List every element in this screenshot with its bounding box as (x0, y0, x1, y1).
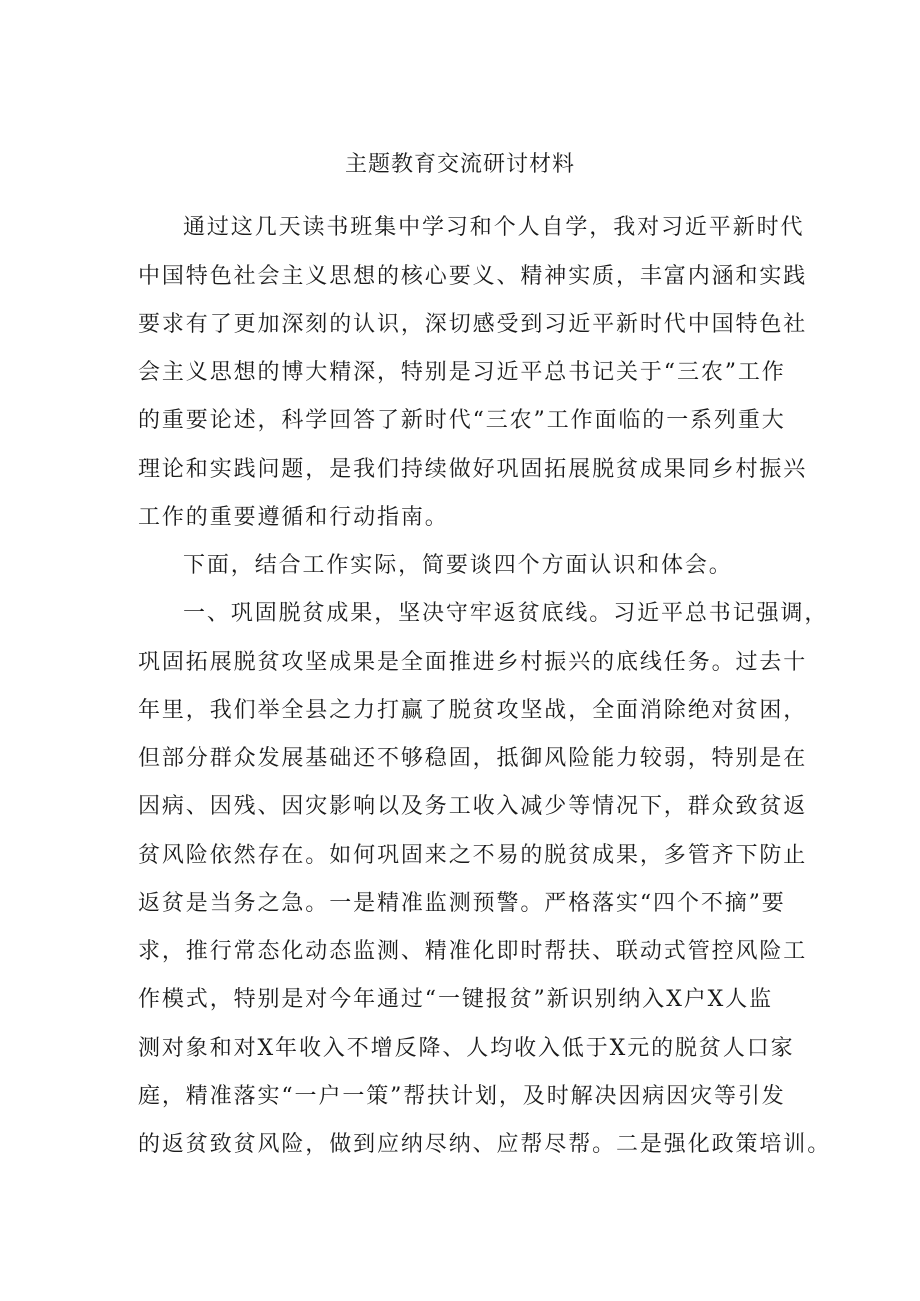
text-line: 因病、因残、因灾影响以及务工收入减少等情况下，群众致贫返 (138, 794, 808, 819)
text-line: 作模式，特别是对今年通过“一键报贫”新识别纳入X户X人监 (138, 987, 774, 1012)
text-line: 理论和实践问题，是我们持续做好巩固拓展脱贫成果同乡村振兴 (138, 457, 808, 482)
text-line: 返贫是当务之急。一是精准监测预警。严格落实“四个不摘”要 (138, 891, 786, 916)
document-title: 主题教育交流研讨材料 (344, 152, 575, 177)
text-line: 庭，精准落实“一户一策”帮扶计划，及时解决因病因灾等引发 (138, 1084, 786, 1109)
text-line: 工作的重要遵循和行动指南。 (138, 505, 449, 530)
text-line: 的重要论述，科学回答了新时代“三农”工作面临的一系列重大 (138, 408, 786, 433)
text-line: 巩固拓展脱贫攻坚成果是全面推进乡村振兴的底线任务。过去十 (138, 650, 808, 675)
text-line: 求，推行常态化动态监测、精准化即时帮扶、联动式管控风险工 (138, 939, 808, 964)
text-line: 会主义思想的博大精深，特别是习近平总书记关于“三农”工作 (138, 360, 786, 385)
text-line: 要求有了更加深刻的认识，深切感受到习近平新时代中国特色社 (138, 312, 808, 337)
text-line: 年里，我们举全县之力打赢了脱贫攻坚战，全面消除绝对贫困， (138, 698, 808, 723)
text-line: 测对象和对X年收入不增反降、人均收入低于X元的脱贫人口家 (138, 1036, 795, 1061)
text-line: 中国特色社会主义思想的核心要义、精神实质，丰富内涵和实践 (138, 264, 808, 289)
text-line: 一、巩固脱贫成果，坚决守牢返贫底线。习近平总书记强调， (183, 601, 829, 626)
text-line: 通过这几天读书班集中学习和个人自学，我对习近平新时代 (183, 215, 805, 240)
text-line: 但部分群众发展基础还不够稳固，抵御风险能力较弱，特别是在 (138, 746, 808, 771)
text-line: 的返贫致贫风险，做到应纳尽纳、应帮尽帮。二是强化政策培训。 (138, 1132, 832, 1157)
text-line: 下面，结合工作实际，简要谈四个方面认识和体会。 (183, 553, 733, 578)
text-line: 贫风险依然存在。如何巩固来之不易的脱贫成果，多管齐下防止 (138, 843, 808, 868)
